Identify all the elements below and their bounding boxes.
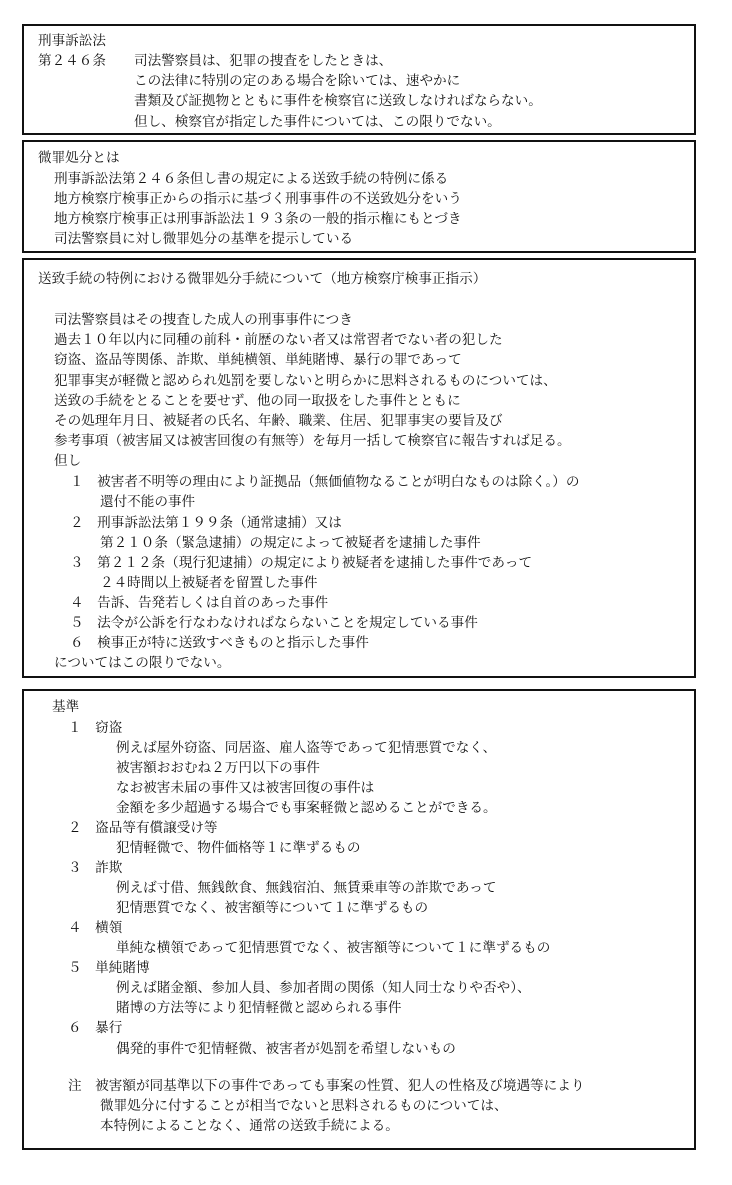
definition-line: 地方検察庁検事正からの指示に基づく刑事事件の不送致処分をいう [54,191,462,207]
exception-item: ５ 法令が公訴を行なわなければならないことを規定している事件 [70,615,478,631]
definition-heading: 微罪処分とは [38,150,120,166]
article-246-box [22,24,696,135]
procedure-line: 犯罪事実が軽微と認められ処罰を要しないと明らかに思料されるものについては、 [54,373,557,389]
criteria-item-text: 例えば寸借、無銭飲食、無銭宿泊、無賃乗車等の詐欺であって [116,880,497,896]
criteria-item-title: ４ 横領 [68,920,123,936]
definition-line: 地方検察庁検事正は刑事訴訟法１９３条の一般的指示権にもとづき [54,211,462,227]
procedure-heading: 送致手続の特例における微罪処分手続について（地方検察庁検事正指示） [38,271,487,287]
exception-item: １ 被害者不明等の理由により証拠品（無価値物なることが明白なものは除く。）の [70,474,580,490]
procedure-line: その処理年月日、被疑者の氏名、年齢、職業、住居、犯罪事実の要旨及び [54,413,503,429]
exception-item: ３ 第２１２条（現行犯逮捕）の規定により被疑者を逮捕した事件であって [70,555,533,571]
criteria-item-text: 犯情悪質でなく、被害額等について１に準ずるもの [116,900,429,916]
procedure-line: 過去１０年以内に同種の前科・前歴のない者又は常習者でない者の犯した [54,332,503,348]
criteria-item-text: 賭博の方法等により犯情軽微と認められる事件 [116,1000,402,1016]
criteria-item-text: 例えば屋外窃盗、同居盗、雇人盗等であって犯情悪質でなく、 [116,740,497,756]
article-text-line: 書類及び証拠物とともに事件を検察官に送致しなければならない。 [134,93,542,109]
procedure-line: 窃盗、盗品等関係、詐欺、単純横領、単純賭博、暴行の罪であって [54,352,462,368]
criteria-item-text: なお被害未届の事件又は被害回復の事件は [116,780,375,796]
criteria-item-title: ３ 詐欺 [68,860,123,876]
definition-line: 刑事訴訟法第２４６条但し書の規定による送致手続の特例に係る [54,171,449,187]
law-name: 刑事訴訟法 [38,33,106,49]
criteria-note: 注 被害額が同基準以下の事件であっても事案の性質、犯人の性格及び境遇等により [68,1078,585,1094]
article-text-line: この法律に特別の定のある場合を除いては、速やかに [134,73,461,89]
criteria-note-continued: 微罪処分に付することが相当でないと思料されるものについては、 [100,1098,508,1114]
criteria-item-text: 例えば賭金額、参加人員、参加者間の関係（知人同士なりや否や）、 [116,980,531,996]
criteria-item-text: 偶発的事件で犯情軽微、被害者が処罰を希望しないもの [116,1041,456,1057]
criteria-note-continued: 本特例によることなく、通常の送致手続による。 [100,1118,399,1134]
procedure-line: 送致の手続をとることを要せず、他の同一取扱をした事件とともに [54,393,461,409]
article-text-line: 司法警察員は、犯罪の捜査をしたときは、 [134,53,393,69]
definition-line: 司法警察員に対し微罪処分の基準を提示している [54,231,354,247]
criteria-item-title: ５ 単純賭博 [68,960,150,976]
criteria-item-text: 犯情軽微で、物件価格等１に準ずるもの [116,840,361,856]
exception-heading: 但し [54,453,82,469]
criteria-box [22,689,696,1150]
criteria-item-text: 金額を多少超過する場合でも事案軽微と認めることができる。 [116,800,497,816]
exception-item: ４ 告訴、告発若しくは自首のあった事件 [70,595,329,611]
article-proviso-line: 但し、検察官が指定した事件については、この限りでない。 [134,114,501,130]
exception-item: ６ 検事正が特に送致すべきものと指示した事件 [70,635,369,651]
procedure-line: 参考事項（被害届又は被害回復の有無等）を毎月一括して検察官に報告すれば足る。 [54,433,571,449]
criteria-heading: 基準 [52,699,80,715]
article-number: 第２４６条 [38,53,106,69]
exception-item-continued: ２４時間以上被疑者を留置した事件 [100,575,318,591]
definition-box [22,140,696,253]
exception-item-continued: 還付不能の事件 [100,494,196,510]
procedure-line: 司法警察員はその捜査した成人の刑事事件につき [54,312,353,328]
criteria-item-title: ６ 暴行 [68,1020,123,1036]
criteria-item-title: １ 窃盗 [68,720,123,736]
criteria-item-text: 単純な横領であって犯情悪質でなく、被害額等について１に準ずるもの [116,940,551,956]
exception-item-continued: 第２１０条（緊急逮捕）の規定によって被疑者を逮捕した事件 [100,535,481,551]
procedure-box [22,258,696,678]
exception-closing: についてはこの限りでない。 [54,655,231,671]
exception-item: ２ 刑事訴訟法第１９９条（通常逮捕）又は [70,515,342,531]
criteria-item-text: 被害額おおむね２万円以下の事件 [116,760,320,776]
criteria-item-title: ２ 盗品等有償譲受け等 [68,820,218,836]
